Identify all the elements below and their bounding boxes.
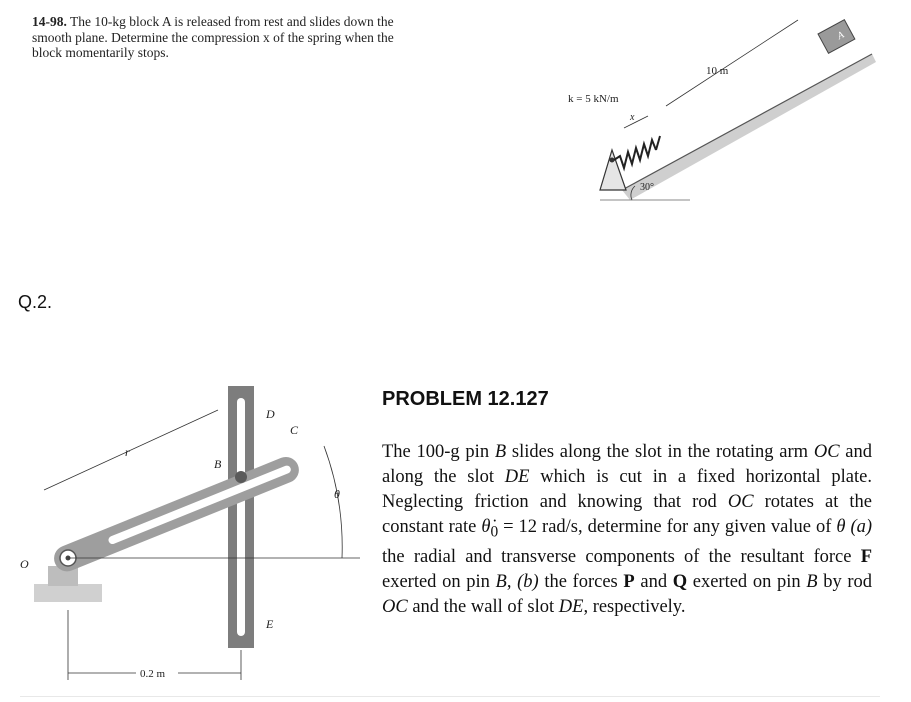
problem-14-98-text xyxy=(32,14,422,61)
compression-dim-line xyxy=(624,116,648,128)
angle-label: 30° xyxy=(640,182,654,193)
symbol-de: DE xyxy=(504,467,530,487)
text-run: slides along the slot in the rotating arm xyxy=(506,442,814,462)
text-run: and the wall of slot xyxy=(407,596,559,617)
problem-12-127-text xyxy=(382,440,872,620)
text-run: , respectively. xyxy=(583,596,686,617)
spring-support xyxy=(600,150,626,190)
incline-line xyxy=(622,54,872,190)
ground-support xyxy=(34,584,102,602)
label-o: O xyxy=(20,557,29,571)
subscript-zero: 0 xyxy=(490,523,499,541)
label-theta: θ xyxy=(334,487,340,501)
text-run: the radial and transverse components of the resultant force xyxy=(382,546,861,567)
spring-plate xyxy=(656,136,660,150)
problem-statement: The 10-kg block A is released from rest and slides down the smooth plane. Determine the compression x of the spring when the block momentarily stops. xyxy=(32,14,394,60)
question-2-label: Q.2. xyxy=(18,292,53,312)
compression-label: x xyxy=(630,112,635,123)
length-dim-line xyxy=(666,20,798,106)
part-b: (b) xyxy=(517,571,539,592)
support-pin xyxy=(610,158,615,163)
spring-constant-label: k = 5 kN/m xyxy=(568,93,619,105)
text-run: the forces xyxy=(538,571,624,592)
symbol-theta-dot: θ̇ xyxy=(481,517,491,537)
text-run: by rod xyxy=(817,571,873,592)
text-run: and along the slot xyxy=(382,442,872,487)
incline-surface xyxy=(622,54,876,200)
theta-arc xyxy=(324,446,342,558)
text-run: The 100-g pin xyxy=(382,442,495,462)
text-run: rotates at the constant rate xyxy=(382,492,872,537)
symbol-oc: OC xyxy=(813,442,840,462)
text-run: , xyxy=(506,571,518,592)
problem-12-127-title: PROBLEM 12.127 xyxy=(382,388,549,410)
symbol-oc: OC xyxy=(382,596,408,617)
inclined-plane-figure xyxy=(560,10,880,210)
part-a: (a) xyxy=(850,517,873,537)
arm-oc xyxy=(50,453,303,575)
label-c: C xyxy=(290,423,299,437)
text-run: which is cut in a fixed horizontal plate. Neglecting friction and knowing that rod xyxy=(382,467,872,512)
block-label: A xyxy=(835,29,847,43)
length-label: 10 m xyxy=(706,65,729,77)
label-b: B xyxy=(214,457,222,471)
bottom-divider xyxy=(20,696,880,697)
r-dim-line xyxy=(44,410,218,490)
symbol-theta: θ xyxy=(836,517,846,537)
rotating-arm-figure xyxy=(20,370,370,700)
block-a xyxy=(818,20,855,54)
slot-de xyxy=(237,398,245,636)
text-run: = 12 rad/s, determine for any given value of xyxy=(498,517,837,537)
text-run: and xyxy=(634,571,673,592)
symbol-b: B xyxy=(495,571,507,592)
problem-number: 14-98. xyxy=(32,14,67,29)
symbol-b: B xyxy=(806,571,818,592)
spring xyxy=(614,140,656,168)
label-dim: 0.2 m xyxy=(140,668,166,680)
symbol-q: Q xyxy=(672,571,688,592)
label-d: D xyxy=(266,407,275,421)
text-run: exerted on pin xyxy=(382,571,496,592)
symbol-f: F xyxy=(860,546,872,567)
symbol-de: DE xyxy=(558,596,584,617)
symbol-p: P xyxy=(623,571,635,592)
symbol-oc: OC xyxy=(727,492,754,512)
label-e: E xyxy=(266,617,274,631)
symbol-b: B xyxy=(494,442,507,462)
label-r: r xyxy=(125,445,130,459)
text-run: exerted on pin xyxy=(687,571,807,592)
pin-b xyxy=(235,471,247,483)
